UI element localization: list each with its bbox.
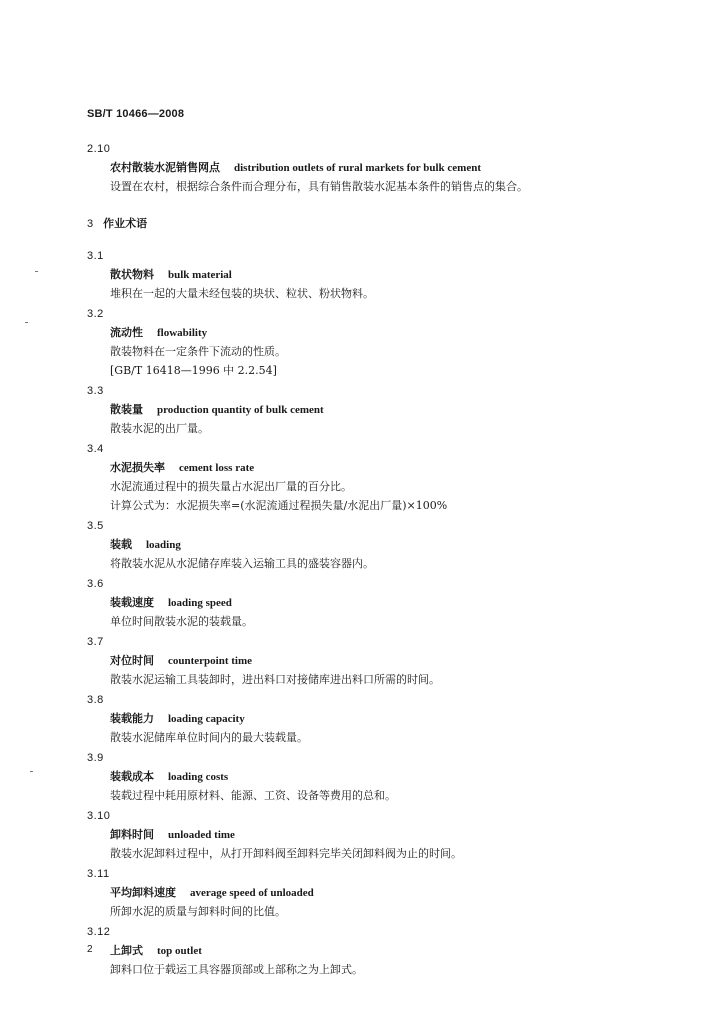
term-chinese: 装载 [110,538,132,551]
term-entry [87,633,647,689]
term-heading [87,709,647,728]
clause-number: 3.10 [87,810,111,822]
definition-line: 计算公式为：水泥损失率=(水泥流通过程损失量/水泥出厂量)×100% [110,499,448,512]
definition-line: 单位时间散装水泥的装载量。 [110,615,253,628]
term-entry [87,440,647,515]
scan-mark [35,271,38,272]
definition-line: 堆积在一起的大量未经包装的块状、粒状、粉状物料。 [110,287,374,300]
clause-number: 3.8 [87,694,104,706]
section-number: 3 [87,218,94,230]
definition-line: 散装物料在一定条件下流动的性质。 [110,345,286,358]
term-heading [87,323,647,342]
term-english: bulk material [168,269,232,281]
term-english: cement loss rate [179,462,255,474]
term-english: flowability [157,327,208,339]
section-title: 作业术语 [103,217,148,230]
document-code-header: SB/T 10466—2008 [87,108,185,120]
term-english: loading [146,539,181,551]
definition-line: 散装水泥运输工具装卸时，进出料口对接储库进出料口所需的时间。 [110,673,440,686]
term-english: loading costs [168,771,229,783]
term-chinese: 装载能力 [110,712,154,725]
term-english: average speed of unloaded [190,887,314,899]
term-heading [87,883,647,902]
term-english: counterpoint time [168,655,253,667]
term-english: unloaded time [168,829,235,841]
term-entry [87,923,647,979]
term-chinese: 散装量 [110,403,143,416]
definition-line: 散装水泥卸料过程中，从打开卸料阀至卸料完毕关闭卸料阀为止的时间。 [110,847,462,860]
term-chinese: 对位时间 [110,654,154,667]
term-heading [87,535,647,554]
clause-number: 3.6 [87,578,104,590]
term-chinese: 装载速度 [110,596,154,609]
definition-line: 将散装水泥从水泥储存库装入运输工具的盛装容器内。 [110,557,374,570]
clause-number: 3.12 [87,926,111,938]
definition-line: 设置在农村，根据综合条件而合理分布，具有销售散装水泥基本条件的销售点的集合。 [110,180,528,193]
clause-number: 3.5 [87,520,104,532]
term-chinese: 平均卸料速度 [110,886,176,899]
term-english: top outlet [157,945,202,957]
term-entry [87,865,647,921]
clause-number: 2.10 [87,143,111,155]
term-heading [87,767,647,786]
definition-line: [GB/T 16418—1996 中 2.2.54] [110,364,277,377]
term-english: distribution outlets of rural markets for bulk cement [234,162,481,174]
definition-line: 水泥流通过程中的损失量占水泥出厂量的百分比。 [110,480,352,493]
intro-entry [87,140,647,196]
definition-line: 散装水泥储库单位时间内的最大装载量。 [110,731,308,744]
clause-number: 3.1 [87,250,104,262]
clause-number: 3.3 [87,385,104,397]
definition-line: 卸料口位于载运工具容器顶部或上部称之为上卸式。 [110,963,363,976]
term-entry [87,247,647,303]
term-heading [87,941,647,960]
term-english: loading speed [168,597,232,609]
term-heading [87,158,647,177]
term-entry [87,691,647,747]
term-chinese: 农村散装水泥销售网点 [110,161,220,174]
term-chinese: 上卸式 [110,944,143,957]
term-heading [87,825,647,844]
clause-number: 3.4 [87,443,104,455]
term-chinese: 装载成本 [110,770,154,783]
term-entry [87,807,647,863]
term-english: production quantity of bulk cement [157,404,324,416]
definition-line: 散装水泥的出厂量。 [110,422,209,435]
term-entry [87,305,647,380]
clause-number: 3.2 [87,308,104,320]
page-number: 2 [87,944,93,955]
term-entry [87,749,647,805]
term-heading [87,265,647,284]
term-entry [87,382,647,438]
term-heading [87,400,647,419]
scan-mark [25,322,28,323]
term-heading [87,458,647,477]
term-entries-list [87,247,647,979]
term-chinese: 流动性 [110,326,143,339]
clause-number: 3.11 [87,868,110,880]
definition-line: 所卸水泥的质量与卸料时间的比值。 [110,905,286,918]
term-english: loading capacity [168,713,245,725]
term-heading [87,593,647,612]
term-heading [87,651,647,670]
section-heading [87,215,647,233]
term-chinese: 水泥损失率 [110,461,165,474]
definition-line: 装载过程中耗用原材料、能源、工资、设备等费用的总和。 [110,789,396,802]
scan-mark [30,771,33,772]
term-entry [87,517,647,573]
term-chinese: 散状物料 [110,268,154,281]
term-chinese: 卸料时间 [110,828,154,841]
clause-number: 3.7 [87,636,104,648]
term-entry [87,575,647,631]
document-body [87,140,647,979]
clause-number: 3.9 [87,752,104,764]
